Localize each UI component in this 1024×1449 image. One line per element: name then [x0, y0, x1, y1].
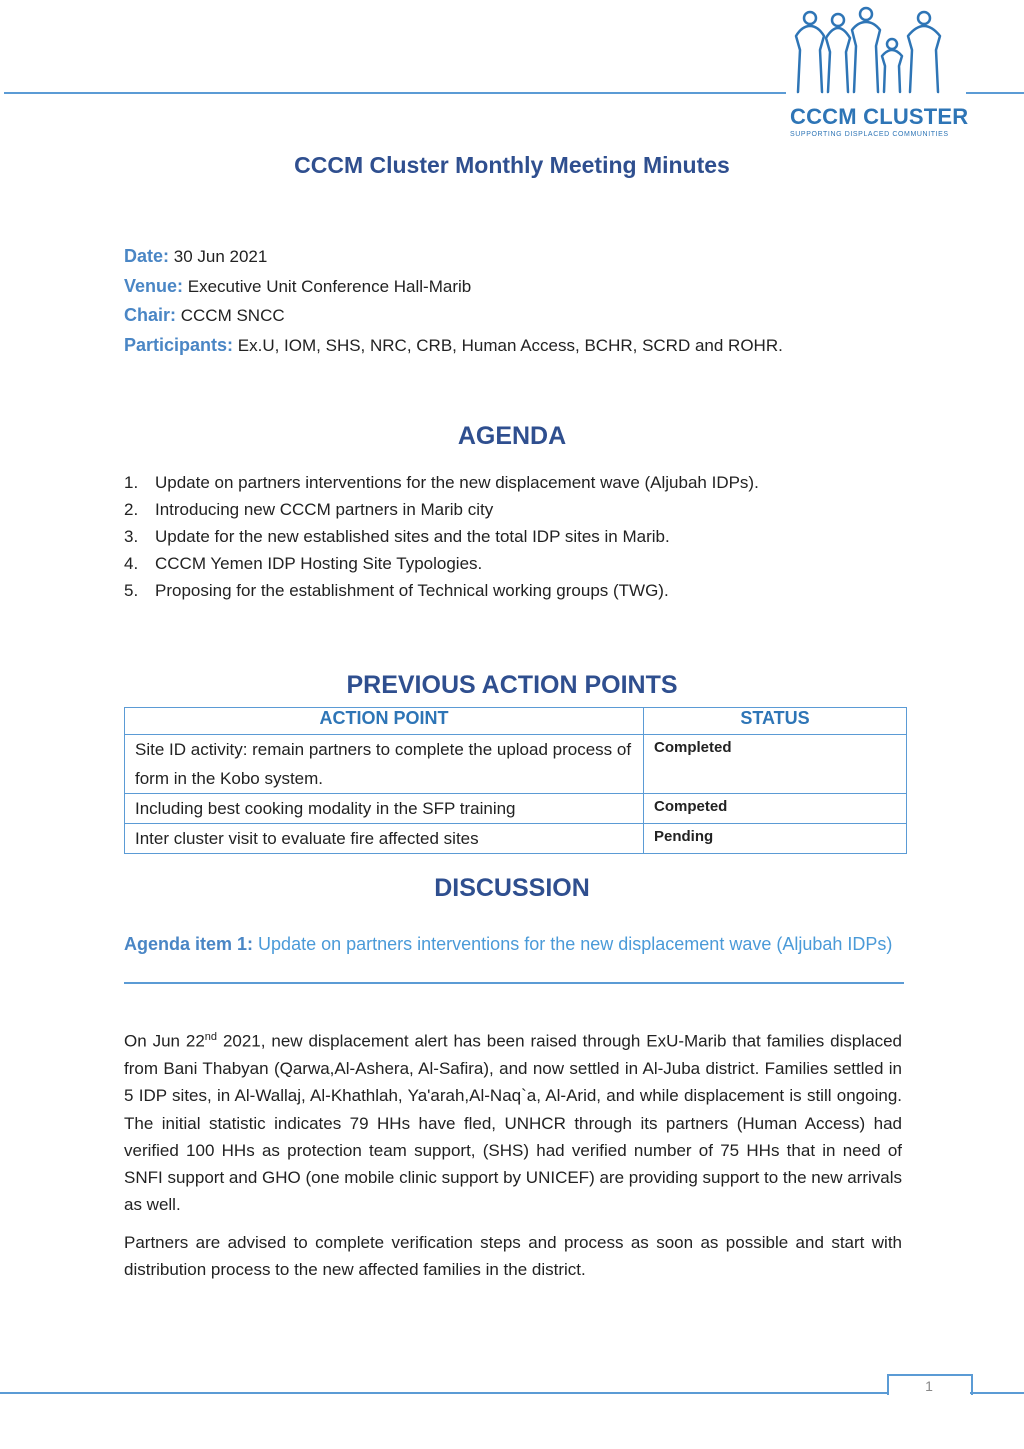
table-row [125, 824, 907, 854]
item-number: 3. [124, 527, 139, 546]
list-item [124, 527, 759, 554]
table-row [125, 735, 907, 794]
date-row [124, 246, 924, 276]
agenda-item-label: Agenda item 1: [124, 934, 254, 954]
document-title: CCCM Cluster Monthly Meeting Minutes [294, 152, 730, 178]
item-text: Update on partners interventions for the new displacement wave (Aljubah IDPs). [155, 473, 759, 492]
participants-row [124, 335, 924, 365]
item-number: 4. [124, 554, 139, 573]
discussion-paragraph-1 [124, 1024, 902, 1219]
participants-value: Ex.U, IOM, SHS, NRC, CRB, Human Access, BCHR, SCRD and ROHR. [237, 335, 783, 355]
ordinal-suffix: nd [204, 1031, 218, 1043]
meeting-details [124, 246, 924, 364]
table-header-row [125, 708, 907, 735]
agenda-item-heading [124, 932, 904, 957]
agenda-heading: AGENDA [457, 422, 567, 450]
list-item [124, 554, 759, 581]
chair-label: Chair: [124, 305, 177, 325]
item-text: Proposing for the establishment of Technical working groups (TWG). [155, 581, 669, 600]
item-text: Introducing new CCCM partners in Marib city [155, 500, 494, 519]
item-number: 2. [124, 500, 139, 519]
participants-label: Participants: [124, 334, 234, 355]
agenda-item-text: Update on partners interventions for the new displacement wave (Aljubah IDPs) [258, 934, 893, 954]
status-column-header: STATUS [644, 708, 907, 735]
date-value: 30 Jun 2021 [173, 247, 268, 266]
item-number: 5. [124, 581, 139, 600]
chair-row [124, 305, 924, 335]
action-point-cell: Including best cooking modality in the SFP training [125, 794, 644, 824]
footer-rule-left [0, 1392, 888, 1394]
venue-value: Executive Unit Conference Hall-Marib [187, 276, 472, 296]
para1-start: On Jun 22 [124, 1031, 205, 1051]
venue-label: Venue: [124, 275, 184, 296]
footer-rule-right [970, 1392, 1024, 1394]
agenda-item-rule [124, 982, 904, 984]
para1-rest: 2021, new displacement alert has been raised through ExU-Marib that families displaced from Bani Thabyan (Qarwa,Al-Ashera, Al-Safira), and now settled in Al-Juba district. Families settled in 5 IDP sites, in Al-Wallaj, Al-Khathlah, Ya'arah,Al-Naq`a, Al-Arid, and while displacement is still ongoing. The initial statistic indicates 79 HHs have fled, UNHCR through its partners (Human Access) had verified 100 HHs as protection team support, (SHS) had verified number of 75 HHs that in need of SNFI support and GHO (one mobile clinic support by UNICEF) are providing support to the new arrivals as well. [124, 1031, 903, 1215]
status-cell: Pending [644, 824, 907, 854]
logo-wordmark: CCCM CLUSTER [790, 104, 969, 129]
action-point-cell: Inter cluster visit to evaluate fire affected sites [125, 824, 644, 854]
previous-action-points-heading: PREVIOUS ACTION POINTS [346, 671, 678, 699]
venue-row [124, 276, 924, 306]
item-text: Update for the new established sites and the total IDP sites in Marib. [155, 527, 670, 546]
discussion-paragraph-2: Partners are advised to complete verification steps and process as soon as possible and start with distribution process to the new affected families in the district. [124, 1233, 902, 1280]
page-number: 1 [925, 1378, 933, 1394]
item-number: 1. [124, 473, 139, 492]
table-row [125, 794, 907, 824]
list-item [124, 500, 759, 527]
date-label: Date: [124, 246, 170, 266]
status-cell: Competed [644, 794, 907, 824]
action-point-column-header: ACTION POINT [125, 708, 644, 735]
action-points-table [124, 707, 907, 854]
cccm-logo [786, 4, 969, 140]
people-figures-icon [792, 6, 958, 98]
agenda-list [124, 473, 759, 608]
list-item [124, 581, 759, 608]
chair-value: CCCM SNCC [180, 306, 285, 325]
item-text: CCCM Yemen IDP Hosting Site Typologies. [155, 554, 483, 573]
discussion-heading: DISCUSSION [434, 874, 590, 902]
status-cell: Completed [644, 735, 907, 794]
logo-tagline: SUPPORTING DISPLACED COMMUNITIES [790, 131, 949, 138]
list-item [124, 473, 759, 500]
action-point-cell: Site ID activity: remain partners to complete the upload process of form in the Kobo system. [125, 735, 644, 794]
